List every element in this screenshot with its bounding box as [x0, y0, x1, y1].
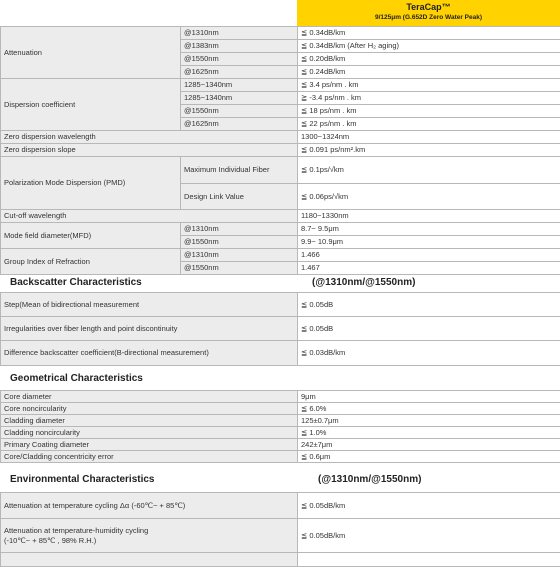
table-row — [1, 249, 560, 262]
table-row — [1, 427, 560, 439]
param-label: Cladding diameter — [1, 415, 298, 427]
param-label-line2: (-10℃~ + 85℃ , 98% R.H.) — [4, 537, 294, 545]
backscatter-title: Backscatter Characteristics — [10, 277, 142, 288]
value-cell: ≦ 0.05dB/km — [298, 493, 560, 519]
param-label: Cut-off wavelength — [1, 210, 298, 223]
condition-cell: Design Link Value — [181, 184, 298, 210]
param-label: Zero dispersion wavelength — [1, 131, 298, 144]
table-row — [1, 79, 560, 92]
param-label: Group Index of Refraction — [1, 249, 181, 275]
condition-cell: @1550nm — [181, 105, 298, 118]
value-cell: 125±0.7μm — [298, 415, 560, 427]
param-label: Attenuation at temperature cycling Δα (-60℃~ + 85℃) — [1, 493, 298, 519]
condition-cell: @1310nm — [181, 223, 298, 236]
table-row — [1, 223, 560, 236]
param-label: Step(Mean of bidirectional measurement — [1, 293, 298, 317]
value-cell: ≦ 3.4 ps/nm . km — [298, 79, 560, 92]
param-label — [1, 519, 298, 553]
value-cell: ≦ 0.05dB — [298, 293, 560, 317]
backscatter-table — [0, 292, 560, 366]
param-label-line1: Attenuation at temperature-humidity cycling — [4, 527, 294, 535]
table-row — [1, 341, 560, 366]
table-row — [1, 27, 560, 40]
value-cell: ≦ 0.34dB/km — [298, 27, 560, 40]
param-label: Core/Cladding concentricity error — [1, 451, 298, 463]
backscatter-note: (@1310nm/@1550nm) — [312, 277, 415, 288]
value-cell: ≦ 0.20dB/km — [298, 53, 560, 66]
optical-table — [0, 26, 560, 275]
table-row — [1, 157, 560, 184]
value-cell: ≦ 0.05dB — [298, 317, 560, 341]
environmental-note: (@1310nm/@1550nm) — [318, 474, 421, 485]
table-row — [1, 131, 560, 144]
table-row — [1, 519, 560, 553]
param-label: Polarization Mode Dispersion (PMD) — [1, 157, 181, 210]
value-cell: 1.466 — [298, 249, 560, 262]
table-row — [1, 293, 560, 317]
value-cell: ≦ 1.0% — [298, 427, 560, 439]
param-label: Attenuation — [1, 27, 181, 79]
condition-cell: 1285~1340nm — [181, 92, 298, 105]
param-label: Mode field diameter(MFD) — [1, 223, 181, 249]
value-cell: ≦ 0.24dB/km — [298, 66, 560, 79]
condition-cell: @1625nm — [181, 118, 298, 131]
header-blank — [0, 0, 297, 26]
table-row — [1, 317, 560, 341]
product-header — [0, 0, 560, 26]
condition-cell: @1550nm — [181, 53, 298, 66]
value-cell: ≦ 0.1ps/√km — [298, 157, 560, 184]
param-label: Irregularities over fiber length and point discontinuity — [1, 317, 298, 341]
param-label: Core diameter — [1, 391, 298, 403]
condition-cell: @1383nm — [181, 40, 298, 53]
param-label: Difference backscatter coefficient(B-directional measurement) — [1, 341, 298, 366]
table-row — [1, 415, 560, 427]
table-row — [1, 210, 560, 223]
value-cell: 9μm — [298, 391, 560, 403]
param-label: Dispersion coefficient — [1, 79, 181, 131]
table-row — [1, 144, 560, 157]
condition-cell: @1550nm — [181, 262, 298, 275]
product-name: TeraCap™ — [297, 2, 560, 12]
table-row — [1, 391, 560, 403]
table-row — [1, 493, 560, 519]
condition-cell: @1310nm — [181, 27, 298, 40]
environmental-title: Environmental Characteristics — [10, 474, 155, 485]
value-cell: 9.9~ 10.9μm — [298, 236, 560, 249]
condition-cell: @1310nm — [181, 249, 298, 262]
value-cell: 1300~1324nm — [298, 131, 560, 144]
table-row — [1, 403, 560, 415]
value-cell: ≧ -3.4 ps/nm . km — [298, 92, 560, 105]
geometrical-table — [0, 390, 560, 463]
condition-cell: @1625nm — [181, 66, 298, 79]
param-label: Zero dispersion slope — [1, 144, 298, 157]
value-cell: ≦ 6.0% — [298, 403, 560, 415]
param-label: Primary Coating diameter — [1, 439, 298, 451]
product-subtitle: 9/125μm (G.652D Zero Water Peak) — [297, 14, 560, 21]
environmental-table — [0, 492, 560, 567]
value-cell: ≦ 0.6μm — [298, 451, 560, 463]
value-cell: ≦ 0.03dB/km — [298, 341, 560, 366]
condition-cell: Maximum Individual Fiber — [181, 157, 298, 184]
value-cell: ≦ 0.06ps/√km — [298, 184, 560, 210]
param-label: Core noncircularity — [1, 403, 298, 415]
value-cell: 1180~1330nm — [298, 210, 560, 223]
table-row — [1, 451, 560, 463]
value-cell: ≦ 0.091 ps/nm².km — [298, 144, 560, 157]
value-cell: 8.7~ 9.5μm — [298, 223, 560, 236]
value-cell: 242±7μm — [298, 439, 560, 451]
value-cell: ≦ 18 ps/nm . km — [298, 105, 560, 118]
value-cell: ≦ 0.05dB/km — [298, 519, 560, 553]
value-cell: ≦ 0.34dB/km (After H₂ aging) — [298, 40, 560, 53]
condition-cell: @1550nm — [181, 236, 298, 249]
param-label: Cladding noncircularity — [1, 427, 298, 439]
condition-cell: 1285~1340nm — [181, 79, 298, 92]
value-cell: ≦ 22 ps/nm . km — [298, 118, 560, 131]
value-cell: 1.467 — [298, 262, 560, 275]
geometrical-title: Geometrical Characteristics — [10, 373, 143, 384]
table-row — [1, 439, 560, 451]
